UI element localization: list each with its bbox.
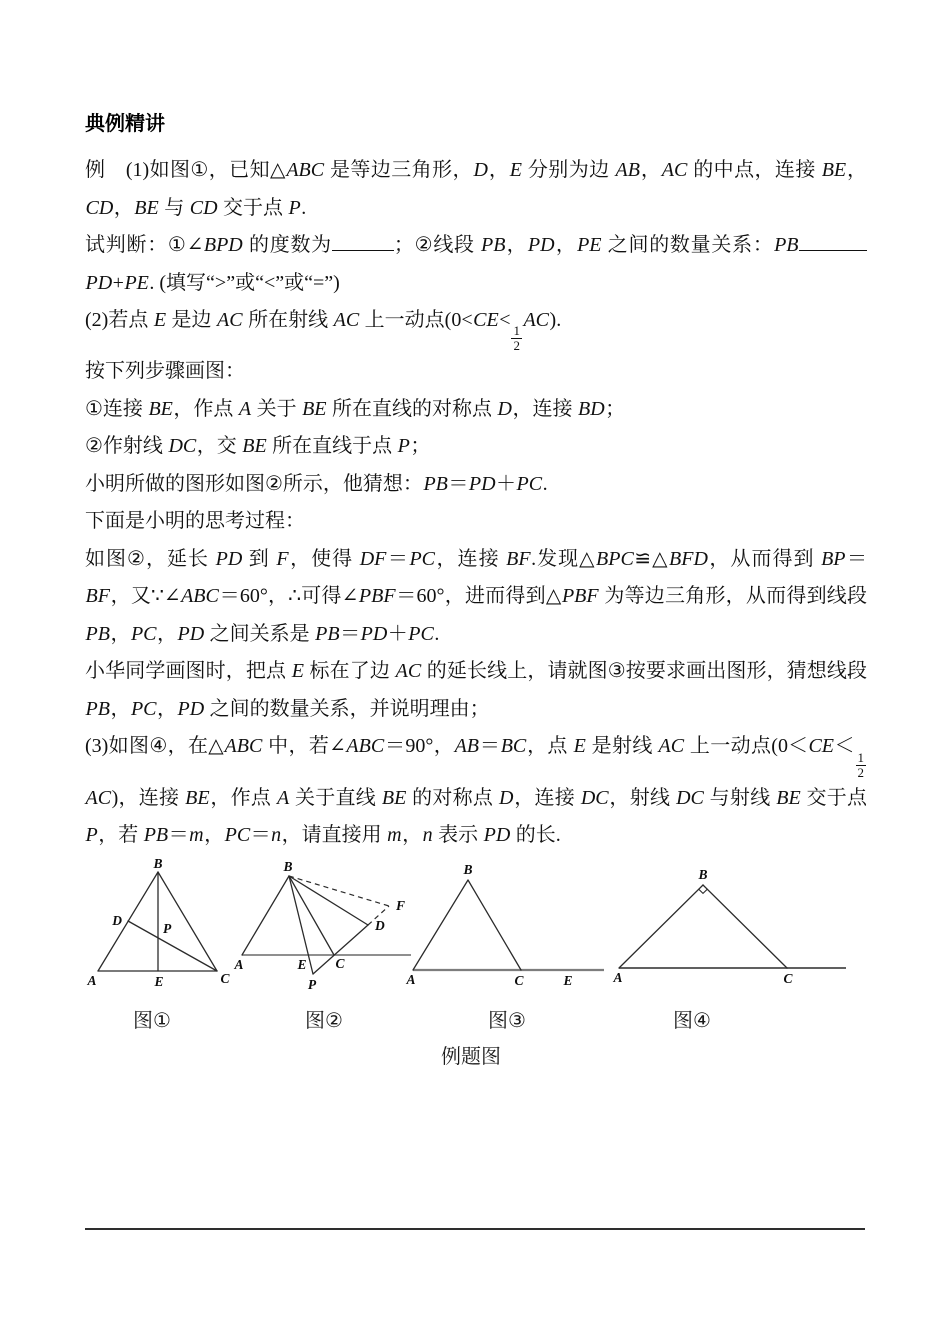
math-variable: PC (409, 547, 435, 570)
math-variable: CD (189, 196, 218, 219)
text-run: ， (846, 159, 868, 181)
text-run: 所在射线 (243, 309, 334, 331)
math-variable: D (473, 159, 488, 181)
math-variable: BD (577, 397, 605, 420)
math-variable: PB (774, 234, 799, 256)
text-run: 交于点 (801, 786, 868, 809)
math-variable: AC (661, 159, 688, 181)
text-run: ＝60°，进而得到△ (396, 585, 562, 608)
math-variable: BFD (669, 547, 708, 570)
point-label-p: P (307, 977, 317, 992)
text-run: ＝ (250, 824, 271, 847)
math-variable: ABC (181, 585, 219, 608)
figure-1 (85, 858, 235, 1000)
text-run: ，作点 (210, 786, 277, 809)
figure-3-lines (413, 880, 604, 970)
math-variable: DF (359, 547, 387, 570)
footer-divider (85, 1228, 865, 1230)
paragraph-xiaoming-conjecture (85, 466, 867, 504)
segment-AB (413, 880, 468, 970)
text-run: ＝ (386, 547, 409, 570)
math-variable: m (387, 824, 402, 847)
math-variable: n (271, 824, 282, 847)
math-variable: ABC (346, 735, 385, 758)
text-run: 下面是小明的思考过程： (85, 510, 305, 533)
text-run: 交于点 (218, 196, 289, 219)
math-variable: CD (85, 196, 114, 219)
text-run: .发现△ (531, 547, 596, 570)
math-variable: ABC (286, 159, 325, 181)
right-angle-mark (699, 889, 708, 893)
text-run: ＝ (168, 824, 189, 847)
text-run: ， (555, 234, 577, 256)
text-run: 试判断：①∠ (85, 234, 204, 256)
segment-AB (242, 876, 289, 955)
paragraph-thinking-intro (85, 503, 867, 541)
math-variable: CE (473, 309, 499, 331)
text-run: ＋ (387, 622, 408, 645)
point-label-b: B (698, 867, 708, 882)
math-variable: BE (242, 435, 267, 458)
text-run: 是射线 (586, 735, 659, 758)
point-label-f: F (396, 898, 406, 913)
point-label-d: D (375, 918, 385, 933)
text-run: ＝ (340, 622, 361, 645)
math-variable: BC (500, 735, 527, 758)
text-run: (2)若点 (85, 309, 154, 331)
math-variable: PC (516, 472, 543, 495)
text-run: (3)如图④，在△ (85, 735, 225, 758)
figure-2-caption: 图② (305, 1010, 343, 1032)
text-run: 表示 (433, 824, 484, 847)
point-label-d: D (112, 913, 122, 928)
math-variable: E (573, 735, 586, 758)
math-variable: P (288, 196, 301, 219)
math-variable: BF (506, 547, 531, 570)
paragraph-draw-steps-intro (85, 353, 867, 391)
math-variable: BE (134, 196, 159, 219)
text-run: ，又∵∠ (110, 585, 181, 608)
math-variable: m (189, 824, 204, 847)
text-run: 所在直线于点 (267, 435, 398, 458)
point-label-a: A (87, 973, 97, 988)
text-run: 的中点，连接 (687, 159, 822, 181)
math-variable: DC (676, 786, 704, 809)
math-variable: PB (143, 824, 169, 847)
math-variable: BP (821, 547, 846, 570)
text-run: ，连接 (435, 547, 506, 570)
text-run: . (434, 622, 440, 645)
math-variable: PBF (358, 585, 396, 608)
text-run: 之间关系是 (204, 622, 315, 645)
math-variable: AC (523, 309, 550, 331)
segment-DC (128, 921, 217, 971)
math-variable: PE (124, 271, 149, 294)
text-run: 按下列步骤画图： (85, 360, 245, 383)
paragraph-part3 (85, 728, 867, 854)
math-variable: PB (85, 697, 110, 720)
text-run: ， (505, 234, 528, 256)
math-variable: A (238, 397, 252, 420)
segment-BC (703, 885, 787, 968)
answer-blank (799, 250, 867, 251)
point-label-a: A (234, 957, 244, 972)
math-variable: PE (577, 234, 602, 256)
math-variable: PBF (561, 585, 599, 608)
text-run: ，点 (526, 735, 574, 758)
math-variable: PC (408, 622, 434, 645)
text-run: ， (110, 622, 131, 645)
text-run: 小华同学画图时，把点 (85, 660, 292, 683)
point-label-p: P (163, 921, 172, 936)
text-run: 与 (159, 196, 190, 219)
point-label-c: C (220, 971, 230, 986)
paragraph-xiaohua-task (85, 653, 867, 728)
text-run: 上一动点(0< (359, 309, 473, 331)
math-variable: F (276, 547, 289, 570)
figure-1-caption: 图① (133, 1010, 171, 1032)
math-variable: PC (130, 697, 157, 720)
text-run: ，使得 (289, 547, 360, 570)
point-label-e: E (297, 957, 307, 972)
figure-4-lines (619, 885, 846, 968)
text-run: 所在直线的对称点 (327, 397, 498, 420)
answer-blank (332, 250, 394, 251)
paragraph-judgment-question (85, 227, 867, 302)
section-heading: 典例精讲 (85, 113, 165, 135)
math-variable: BE (821, 159, 847, 181)
text-run: ). (549, 309, 562, 331)
text-run: 分别为边 (522, 159, 615, 181)
point-label-b: B (283, 859, 293, 874)
text-run: ， (204, 824, 225, 847)
text-run: ≌△ (634, 547, 669, 570)
paragraph-xiaoming-reasoning (85, 541, 867, 654)
math-variable: BE (302, 397, 327, 420)
text-run: 例 (1)如图①，已知△ (85, 159, 286, 181)
math-variable: PD (215, 547, 243, 570)
math-variable: CE (808, 735, 835, 758)
math-variable: DC (168, 435, 197, 458)
math-variable: D (497, 397, 512, 420)
math-variable: DC (580, 786, 609, 809)
text-run: ②作射线 (85, 435, 168, 458)
math-variable: E (291, 660, 304, 683)
text-run: ，若 (98, 824, 144, 847)
text-run: ， (488, 159, 510, 181)
text-run: 关于直线 (289, 786, 382, 809)
math-variable: BE (776, 786, 801, 809)
text-run: 为等边三角形，从而得到线段 (599, 585, 868, 608)
text-run: 如图②，延长 (85, 547, 216, 570)
text-run: ＝ (448, 472, 469, 495)
text-run: 的度数为 (243, 234, 332, 256)
text-run: . (542, 472, 548, 495)
text-run: ，请直接用 (281, 824, 387, 847)
math-variable: PB (315, 622, 340, 645)
text-run: 是边 (166, 309, 217, 331)
text-run: 上一动点(0＜ (684, 735, 808, 758)
math-variable: PD (85, 271, 113, 294)
text-run: ，交 (196, 435, 242, 458)
text-run: 之间的数量关系，并说明理由； (204, 697, 490, 720)
math-variable: ABC (224, 735, 263, 758)
text-run: ，连接 (513, 786, 581, 809)
figure-3-caption: 图③ (488, 1010, 526, 1032)
paragraph-problem-intro (85, 152, 867, 227)
point-label-a: A (613, 970, 623, 985)
text-run: 关于 (251, 397, 302, 420)
fraction: $\frac{1}{2}$ (513, 323, 520, 354)
text-run: . (301, 196, 307, 219)
paragraph-step2 (85, 428, 867, 466)
text-run: ， (157, 622, 177, 645)
math-variable: PD (177, 697, 205, 720)
math-variable: PB (85, 622, 110, 645)
point-label-b: B (463, 862, 473, 877)
point-label-c: C (783, 971, 793, 986)
text-run: ，连接 (512, 397, 578, 420)
text-run: ＝90°， (384, 735, 455, 758)
text-run: ， (110, 697, 131, 720)
text-run: ；②线段 (393, 234, 481, 256)
text-run: ； (605, 397, 626, 420)
text-run: 小明所做的图形如图②所示，他猜想： (85, 472, 423, 495)
text-run: 与射线 (704, 786, 776, 809)
text-run: ＝60°，∴可得∠ (219, 585, 359, 608)
text-run: 是等边三角形， (324, 159, 473, 181)
text-run: ， (402, 824, 423, 847)
math-variable: n (422, 824, 433, 847)
math-variable: BF (85, 585, 110, 608)
math-variable: E (153, 309, 167, 331)
text-run: 的对称点 (406, 786, 499, 809)
text-run: ， (113, 196, 134, 219)
fraction: $\frac{1}{2}$ (857, 749, 865, 780)
figure-3 (405, 858, 610, 1000)
math-variable: PC (224, 824, 251, 847)
point-label-a: A (406, 972, 416, 987)
text-run: 标在了边 (304, 660, 396, 683)
text-run: ①连接 (85, 397, 148, 420)
text-run: 的长. (510, 824, 561, 847)
figure-group-caption: 例题图 (441, 1046, 501, 1068)
math-variable: BPC (596, 547, 634, 570)
text-run: ； (410, 435, 431, 458)
math-variable: PB (423, 472, 448, 495)
text-run: ，从而得到 (708, 547, 821, 570)
point-label-c: C (514, 973, 524, 988)
segment-BC (468, 880, 521, 970)
text-run: ＋ (496, 472, 517, 495)
text-run: ， (157, 697, 177, 720)
point-label-e: E (154, 974, 164, 989)
math-variable: PD (483, 824, 511, 847)
math-variable: BPD (203, 234, 243, 256)
math-variable: E (509, 159, 522, 181)
math-variable: AC (395, 660, 422, 683)
math-variable: PD (527, 234, 555, 256)
figure-2 (235, 858, 417, 1000)
text-run: ＝ (479, 735, 501, 758)
math-variable: BE (381, 786, 407, 809)
math-variable: PD (177, 622, 205, 645)
segment-BD (289, 876, 368, 925)
math-variable: AC (658, 735, 685, 758)
math-variable: AB (454, 735, 479, 758)
text-run: ，作点 (173, 397, 239, 420)
text-run: 到 (242, 547, 276, 570)
math-variable: P (397, 435, 410, 458)
point-label-b: B (153, 856, 163, 871)
text-run: ， (640, 159, 662, 181)
figure-4 (615, 858, 850, 1000)
segment-AB (619, 885, 703, 968)
text-run: + (112, 271, 124, 294)
paragraph-step1 (85, 391, 867, 429)
text-block (85, 106, 867, 855)
text-run: ＜ (834, 735, 855, 758)
figure-2-lines (242, 876, 411, 974)
text-run: 的延长线上，请就图③按要求画出图形，猜想线段 (421, 660, 868, 683)
math-variable: PD (468, 472, 496, 495)
point-label-e: E (563, 973, 573, 988)
math-variable: AC (85, 786, 112, 809)
text-run: ，射线 (609, 786, 676, 809)
paragraph-part2-intro (85, 302, 867, 353)
math-variable: PB (481, 234, 506, 256)
math-variable: PC (130, 622, 157, 645)
math-variable: A (276, 786, 290, 809)
text-run: )，连接 (111, 786, 185, 809)
point-label-c: C (335, 956, 345, 971)
text-run: < (499, 309, 511, 331)
math-variable: AB (615, 159, 640, 181)
text-run: 之间的数量关系： (602, 234, 774, 256)
math-variable: BE (148, 397, 173, 420)
text-run: 中，若∠ (262, 735, 346, 758)
text-run: ＝ (846, 547, 868, 570)
math-variable: AC (333, 309, 360, 331)
math-variable: PD (360, 622, 388, 645)
math-variable: D (499, 786, 514, 809)
math-variable: BE (185, 786, 210, 809)
text-run: . (填写“>”或“<”或“=”) (149, 271, 340, 294)
figure-4-caption: 图④ (673, 1010, 711, 1032)
math-variable: P (85, 824, 98, 847)
math-variable: AC (217, 309, 243, 331)
